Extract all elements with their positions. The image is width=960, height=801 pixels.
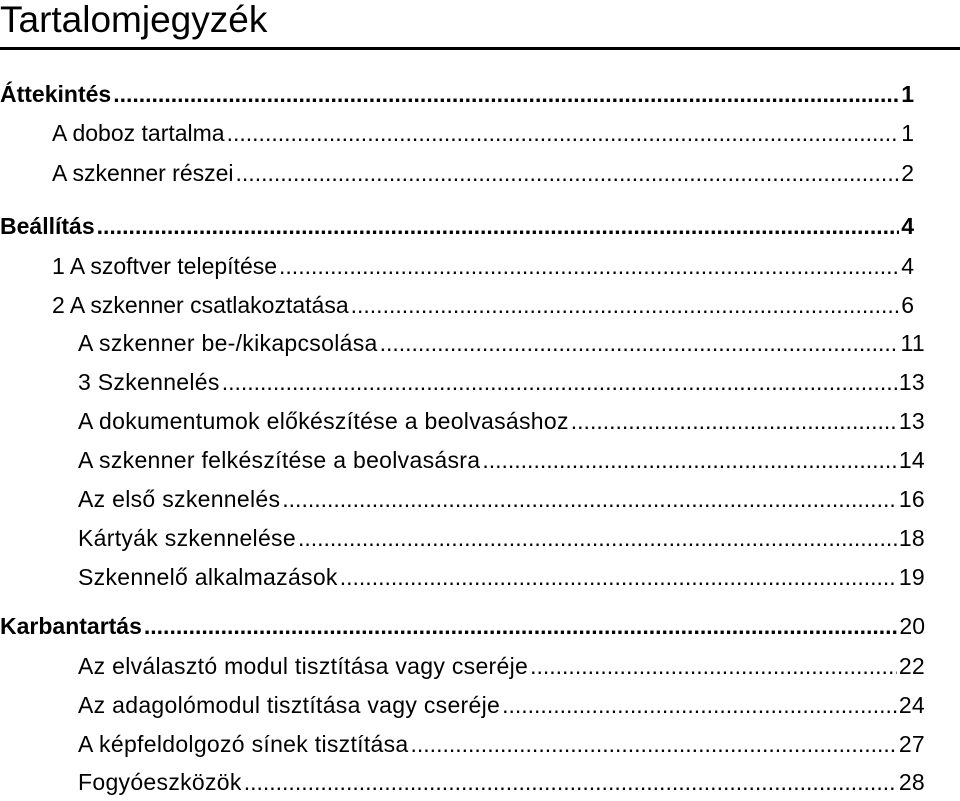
toc-entry-label: Beállítás (0, 213, 95, 239)
toc-entry-label: 1 A szoftver telepítése (52, 253, 278, 279)
toc-entry-szkenner-felkeszitese[interactable] (78, 443, 925, 477)
toc-entry-label: A szkenner felkészítése a beolvasásra (78, 447, 481, 473)
toc-entry-szkennelo-alkalmazasok[interactable] (78, 560, 925, 594)
toc-leader-dots (298, 521, 897, 555)
toc-leader-dots (282, 482, 897, 516)
toc-entry-label: A dokumentumok előkészítése a beolvasáshoz (78, 408, 569, 434)
toc-page-number: 13 (898, 369, 925, 395)
toc-leader-dots (340, 560, 897, 594)
toc-entry-be-kikapcsolas[interactable] (78, 326, 925, 360)
toc-entry-label: 2 A szkenner csatlakoztatása (52, 292, 349, 318)
toc-leader-dots (227, 116, 900, 150)
toc-leader-dots (97, 209, 900, 243)
toc-entry-label: 3 Szkennelés (78, 369, 220, 395)
toc-entry-fogyoeszkozok[interactable] (78, 765, 925, 799)
toc-entry-label: Az adagolómodul tisztítása vagy cseréje (78, 692, 501, 718)
toc-entry-karbantartas[interactable] (0, 609, 925, 643)
toc-entry-elvalaszto-modul[interactable] (78, 649, 925, 683)
toc-leader-dots (236, 156, 900, 190)
page-title: Tartalomjegyzék (0, 0, 268, 40)
toc-page-number: 13 (898, 408, 925, 434)
toc-page-number: 6 (901, 292, 914, 318)
toc-entry-szoftver-telepitese[interactable] (52, 249, 914, 283)
toc-leader-dots (411, 727, 897, 761)
toc-entry-label: Karbantartás (0, 613, 142, 639)
toc-entry-elso-szkenneles[interactable] (78, 482, 925, 516)
toc-entry-label: A szkenner be-/kikapcsolása (78, 330, 378, 356)
toc-leader-dots (244, 765, 897, 799)
toc-leader-dots (279, 249, 899, 283)
toc-leader-dots (502, 688, 897, 722)
toc-entry-label: A doboz tartalma (52, 120, 225, 146)
toc-page-number: 16 (898, 486, 925, 512)
toc-entry-label: A képfeldolgozó sínek tisztítása (78, 731, 409, 757)
toc-entry-label: Fogyóeszközök (78, 769, 242, 795)
toc-entry-beallitas[interactable] (0, 209, 914, 243)
toc-page-number: 28 (898, 769, 925, 795)
toc-entry-label: Az elválasztó modul tisztítása vagy cseréje (78, 653, 529, 679)
toc-leader-dots (144, 609, 898, 643)
toc-page-number: 4 (901, 213, 914, 239)
toc-entry-szkenner-reszei[interactable] (52, 156, 914, 190)
toc-page-number: 4 (901, 253, 914, 279)
toc-entry-dokumentumok-elokeszitese[interactable] (78, 404, 925, 438)
toc-entry-label: Kártyák szkennelése (78, 525, 296, 551)
toc-entry-szkenner-csatlakoztatasa[interactable] (52, 288, 914, 322)
toc-page-number: 24 (898, 692, 925, 718)
toc-leader-dots (530, 649, 897, 683)
toc-entry-doboz-tartalma[interactable] (52, 116, 914, 150)
toc-page-number: 2 (901, 160, 914, 186)
toc-entry-kepfeldolgozo-sinek[interactable] (78, 727, 925, 761)
toc-entry-label: Szkennelő alkalmazások (78, 564, 338, 590)
toc-page-number: 1 (901, 81, 914, 107)
toc-leader-dots (571, 404, 897, 438)
toc-entry-szkenneles[interactable] (78, 365, 925, 399)
toc-entry-label: Az első szkennelés (78, 486, 281, 512)
toc-page-number: 27 (898, 731, 925, 757)
toc-leader-dots (222, 365, 897, 399)
toc-page-number: 11 (900, 330, 925, 356)
toc-leader-dots (482, 443, 896, 477)
toc-page-number: 18 (898, 525, 925, 551)
toc-entry-attekintes[interactable] (0, 77, 914, 111)
toc-page-number: 20 (899, 613, 925, 639)
toc-entry-adagolomodul[interactable] (78, 688, 925, 722)
toc-entry-kartyak-szkennelese[interactable] (78, 521, 925, 555)
toc-entry-label: Áttekintés (0, 81, 112, 107)
toc-entry-label: A szkenner részei (52, 160, 234, 186)
toc-leader-dots (113, 77, 899, 111)
toc-page-number: 22 (898, 653, 925, 679)
toc-page-number: 1 (901, 120, 914, 146)
toc-page-number: 19 (898, 564, 925, 590)
toc-page-number: 14 (898, 447, 925, 473)
toc-leader-dots (380, 326, 899, 360)
toc-leader-dots (351, 288, 900, 322)
